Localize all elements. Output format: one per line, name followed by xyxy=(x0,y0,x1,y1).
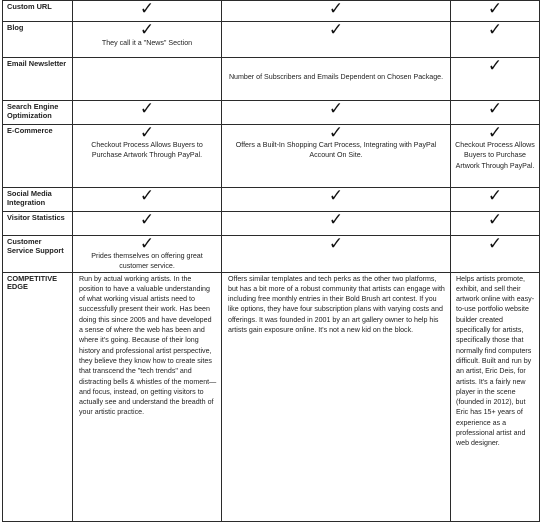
checkmark-icon: ✓ xyxy=(139,187,155,205)
table-row xyxy=(3,272,540,521)
checkmark-icon: ✓ xyxy=(328,187,344,205)
checkmark-icon: ✓ xyxy=(139,21,155,39)
table-cell xyxy=(222,101,451,125)
table-cell xyxy=(73,236,222,273)
checkmark-icon: ✓ xyxy=(139,235,155,253)
checkmark-icon: ✓ xyxy=(139,211,155,229)
table-cell xyxy=(73,58,222,101)
checkmark-icon: ✓ xyxy=(139,0,155,18)
cell-note: Checkout Process Allows Buyers to Purchase Artwork Through PayPal. xyxy=(91,141,203,160)
cell-note: Offers a Built-In Shopping Cart Process, Integrating with PayPal Account On Site. xyxy=(235,141,437,160)
feature-label: COMPETITIVE EDGE xyxy=(3,272,73,521)
feature-label: Search Engine Optimization xyxy=(3,101,73,125)
table-row xyxy=(3,236,540,273)
checkmark-icon: ✓ xyxy=(487,211,503,229)
table-cell xyxy=(222,22,451,58)
table-cell xyxy=(451,125,540,188)
checkmark-icon: ✓ xyxy=(487,124,503,142)
cell-note: Checkout Process Allows Buyers to Purchase Artwork Through PayPal. xyxy=(455,141,535,170)
table-cell xyxy=(222,1,451,22)
table-cell xyxy=(73,188,222,212)
table-row xyxy=(3,212,540,236)
cell-note: Number of Subscribers and Emails Dependent on Chosen Package. xyxy=(228,73,444,81)
feature-label: Visitor Statistics xyxy=(3,212,73,236)
checkmark-icon: ✓ xyxy=(487,57,503,75)
table-cell xyxy=(451,101,540,125)
table-cell xyxy=(451,236,540,273)
checkmark-icon: ✓ xyxy=(328,21,344,39)
comparison-table xyxy=(2,0,540,522)
competitive-edge-text: Run by actual working artists. In the position to have a valuable understanding of what working visual artists need to successfully present their work. Has been doing this since 2005 and have developed a sense of where the web has been and where it's going. Because of their long history and professional artist perspective, they believe they know how to create sites that transcend the "tech trends" and distracting bells & whistles of the moment—and focus, instead, on getting visitors to actually see and understand the breadth of your artistic practice. xyxy=(73,272,222,521)
checkmark-icon: ✓ xyxy=(487,235,503,253)
table-cell xyxy=(451,58,540,101)
table-row xyxy=(3,101,540,125)
table-cell xyxy=(451,188,540,212)
cell-note: Prides themselves on offering great customer service. xyxy=(91,252,203,271)
feature-label: Email Newsletter xyxy=(3,58,73,101)
table-cell xyxy=(222,58,451,101)
table-cell xyxy=(222,212,451,236)
table-cell xyxy=(222,236,451,273)
table-cell xyxy=(222,188,451,212)
checkmark-icon: ✓ xyxy=(487,0,503,18)
table-cell xyxy=(73,101,222,125)
checkmark-icon: ✓ xyxy=(487,21,503,39)
checkmark-icon: ✓ xyxy=(328,235,344,253)
feature-label: Social Media Integration xyxy=(3,188,73,212)
table-cell xyxy=(73,1,222,22)
checkmark-icon: ✓ xyxy=(139,124,155,142)
table-cell xyxy=(73,22,222,58)
table-cell xyxy=(451,22,540,58)
table-row xyxy=(3,22,540,58)
table-cell xyxy=(451,1,540,22)
cell-note: They call it a "News" Section xyxy=(101,39,193,47)
checkmark-icon: ✓ xyxy=(328,100,344,118)
feature-label: Blog xyxy=(3,22,73,58)
checkmark-icon: ✓ xyxy=(487,100,503,118)
table-row xyxy=(3,125,540,188)
checkmark-icon: ✓ xyxy=(487,187,503,205)
table-cell xyxy=(73,125,222,188)
table-cell xyxy=(73,212,222,236)
feature-label: E-Commerce xyxy=(3,125,73,188)
table-row xyxy=(3,1,540,22)
competitive-edge-text: Helps artists promote, exhibit, and sell their artwork online with easy-to-use portfolio website builder created specifically for artists, specifically those that normally find computers difficult. Built and run by an artist, Eric Deis, for artists. It's a fairly new player in the scene (founded in 2012), but Eric has 15+ years of experience as a professional artist and web designer. xyxy=(451,272,540,521)
table-cell xyxy=(222,125,451,188)
checkmark-icon: ✓ xyxy=(328,0,344,18)
competitive-edge-text: Offers similar templates and tech perks as the other two platforms, but has a bit more of a robust community that artists can engage with including free monthly entries in their Bold Brush art contest. If you like options, they have four subscription plans with varying costs and offerings. It was founded in 2001 by an art gallery owner to help his artists gain exposure online. It's not a new kid on the block. xyxy=(222,272,451,521)
table-row xyxy=(3,58,540,101)
checkmark-icon: ✓ xyxy=(139,100,155,118)
checkmark-icon: ✓ xyxy=(328,124,344,142)
table-row xyxy=(3,188,540,212)
feature-label: Customer Service Support xyxy=(3,236,73,273)
table-cell xyxy=(451,212,540,236)
feature-label: Custom URL xyxy=(3,1,73,22)
checkmark-icon: ✓ xyxy=(328,211,344,229)
